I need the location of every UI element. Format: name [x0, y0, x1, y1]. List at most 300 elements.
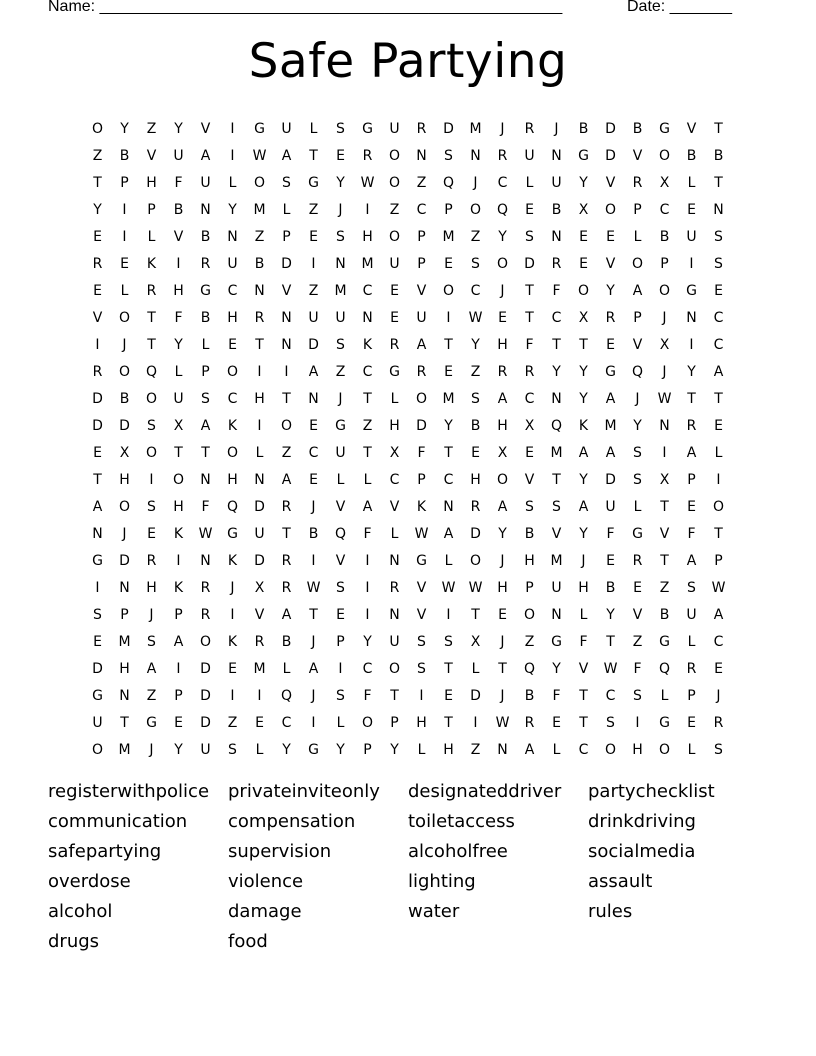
- grid-letter: D: [524, 255, 535, 272]
- grid-letter: S: [444, 633, 453, 650]
- grid-row: [84, 520, 732, 547]
- grid-letter: R: [92, 363, 103, 380]
- grid-letter: E: [714, 417, 723, 434]
- grid-letter: F: [363, 525, 372, 542]
- grid-letter: G: [389, 363, 400, 380]
- grid-letter: Z: [254, 228, 265, 245]
- grid-letter: O: [577, 282, 590, 299]
- grid-letter: G: [200, 282, 211, 299]
- grid-letter: E: [390, 282, 399, 299]
- grid-row: [84, 628, 732, 655]
- grid-letter: H: [146, 174, 157, 191]
- grid-letter: B: [578, 120, 589, 137]
- grid-letter: H: [173, 498, 184, 515]
- grid-letter: K: [578, 417, 589, 434]
- grid-letter: I: [95, 336, 100, 353]
- grid-letter: A: [308, 660, 319, 677]
- grid-letter: L: [579, 606, 588, 623]
- grid-letter: G: [686, 282, 697, 299]
- word-list-item: food: [228, 931, 268, 952]
- grid-letter: Y: [444, 417, 453, 434]
- grid-letter: V: [524, 471, 535, 488]
- grid-letter: U: [524, 147, 535, 164]
- grid-letter: Z: [281, 444, 292, 461]
- grid-letter: R: [470, 498, 481, 515]
- grid-letter: O: [496, 255, 509, 272]
- grid-letter: I: [365, 606, 370, 623]
- grid-letter: C: [551, 309, 562, 326]
- grid-letter: L: [552, 741, 561, 758]
- grid-letter: I: [257, 687, 262, 704]
- grid-letter: O: [91, 120, 104, 137]
- grid-letter: I: [149, 471, 154, 488]
- grid-letter: O: [145, 390, 158, 407]
- grid-letter: V: [200, 120, 211, 137]
- grid-letter: N: [308, 390, 319, 407]
- grid-letter: Z: [227, 714, 238, 731]
- grid-letter: B: [659, 228, 670, 245]
- grid-letter: N: [497, 741, 508, 758]
- grid-letter: P: [660, 255, 669, 272]
- grid-letter: L: [228, 174, 237, 191]
- grid-letter: X: [119, 444, 130, 461]
- grid-letter: N: [551, 606, 562, 623]
- grid-letter: R: [92, 255, 103, 272]
- grid-letter: O: [712, 498, 725, 515]
- grid-letter: E: [93, 282, 102, 299]
- grid-letter: V: [335, 498, 346, 515]
- grid-letter: R: [281, 579, 292, 596]
- grid-letter: O: [253, 174, 266, 191]
- grid-letter: J: [311, 687, 316, 704]
- grid-letter: D: [470, 525, 481, 542]
- grid-letter: E: [714, 282, 723, 299]
- grid-letter: U: [173, 390, 184, 407]
- grid-letter: C: [713, 336, 724, 353]
- grid-letter: K: [173, 525, 184, 542]
- grid-row: [84, 385, 732, 412]
- word-list-item: drinkdriving: [588, 811, 696, 832]
- grid-letter: G: [362, 120, 373, 137]
- grid-letter: A: [578, 498, 589, 515]
- grid-row: [84, 169, 732, 196]
- grid-letter: X: [524, 417, 535, 434]
- grid-letter: I: [365, 201, 370, 218]
- grid-letter: G: [605, 363, 616, 380]
- grid-letter: L: [660, 687, 669, 704]
- grid-letter: Y: [336, 741, 345, 758]
- grid-letter: L: [417, 741, 426, 758]
- grid-letter: N: [389, 552, 400, 569]
- grid-letter: U: [686, 606, 697, 623]
- grid-letter: B: [200, 309, 211, 326]
- grid-letter: G: [416, 552, 427, 569]
- grid-letter: T: [606, 633, 615, 650]
- grid-letter: V: [281, 282, 292, 299]
- grid-letter: H: [497, 336, 508, 353]
- grid-letter: V: [551, 525, 562, 542]
- grid-letter: J: [122, 525, 127, 542]
- grid-letter: Y: [93, 201, 102, 218]
- grid-row: [84, 547, 732, 574]
- grid-letter: D: [470, 687, 481, 704]
- grid-letter: F: [552, 282, 561, 299]
- grid-letter: R: [200, 255, 211, 272]
- grid-letter: P: [687, 687, 696, 704]
- grid-letter: V: [416, 282, 427, 299]
- grid-letter: I: [176, 255, 181, 272]
- grid-letter: G: [92, 552, 103, 569]
- grid-letter: O: [280, 417, 293, 434]
- grid-letter: V: [389, 498, 400, 515]
- grid-letter: T: [525, 309, 534, 326]
- grid-letter: R: [686, 417, 697, 434]
- word-list-item: partychecklist: [588, 781, 715, 802]
- grid-letter: E: [687, 201, 696, 218]
- grid-letter: P: [120, 174, 129, 191]
- grid-letter: P: [336, 633, 345, 650]
- grid-letter: N: [551, 390, 562, 407]
- grid-letter: P: [714, 552, 723, 569]
- grid-letter: Z: [92, 147, 103, 164]
- grid-letter: E: [687, 498, 696, 515]
- word-list-item: toiletaccess: [408, 811, 515, 832]
- grid-letter: T: [201, 444, 210, 461]
- word-list-item: drugs: [48, 931, 100, 952]
- grid-letter: Z: [335, 363, 346, 380]
- grid-letter: J: [716, 687, 721, 704]
- grid-letter: W: [495, 714, 510, 731]
- grid-letter: C: [281, 714, 292, 731]
- grid-letter: W: [198, 525, 213, 542]
- grid-letter: R: [632, 174, 643, 191]
- grid-letter: A: [605, 390, 616, 407]
- grid-letter: N: [92, 525, 103, 542]
- grid-letter: V: [686, 120, 697, 137]
- grid-letter: Q: [280, 687, 293, 704]
- grid-letter: O: [118, 309, 131, 326]
- grid-letter: J: [473, 174, 478, 191]
- grid-letter: Y: [552, 660, 561, 677]
- grid-letter: U: [551, 579, 562, 596]
- grid-letter: T: [282, 525, 291, 542]
- grid-letter: I: [122, 201, 127, 218]
- grid-letter: C: [362, 282, 373, 299]
- grid-letter: G: [659, 120, 670, 137]
- grid-letter: M: [253, 201, 266, 218]
- word-list-item: water: [408, 901, 460, 922]
- grid-letter: E: [444, 687, 453, 704]
- grid-letter: R: [281, 552, 292, 569]
- grid-letter: X: [497, 444, 508, 461]
- grid-letter: S: [201, 390, 210, 407]
- grid-letter: A: [632, 282, 643, 299]
- grid-letter: A: [281, 606, 292, 623]
- grid-letter: P: [363, 741, 372, 758]
- grid-letter: G: [659, 633, 670, 650]
- grid-letter: D: [308, 336, 319, 353]
- grid-letter: T: [579, 336, 588, 353]
- grid-letter: T: [309, 606, 318, 623]
- grid-letter: T: [525, 282, 534, 299]
- grid-letter: N: [551, 228, 562, 245]
- grid-letter: Y: [579, 174, 588, 191]
- grid-letter: M: [253, 660, 266, 677]
- grid-letter: T: [174, 444, 183, 461]
- grid-letter: X: [578, 309, 589, 326]
- grid-letter: W: [306, 579, 321, 596]
- grid-row: [84, 466, 732, 493]
- word-list-item: communication: [48, 811, 188, 832]
- word-list-item: alcohol: [48, 901, 113, 922]
- grid-letter: E: [444, 363, 453, 380]
- grid-letter: C: [443, 471, 454, 488]
- grid-letter: W: [468, 309, 483, 326]
- grid-letter: Y: [228, 201, 237, 218]
- grid-letter: O: [118, 498, 131, 515]
- grid-letter: W: [252, 147, 267, 164]
- grid-letter: H: [173, 282, 184, 299]
- grid-letter: A: [443, 525, 454, 542]
- grid-letter: L: [687, 633, 696, 650]
- grid-letter: O: [199, 633, 212, 650]
- grid-letter: I: [311, 714, 316, 731]
- grid-letter: T: [552, 336, 561, 353]
- grid-row: [84, 331, 732, 358]
- grid-letter: G: [578, 147, 589, 164]
- grid-letter: A: [524, 741, 535, 758]
- grid-letter: V: [632, 336, 643, 353]
- grid-letter: E: [606, 228, 615, 245]
- grid-letter: O: [469, 552, 482, 569]
- grid-letter: F: [363, 687, 372, 704]
- grid-letter: T: [714, 174, 723, 191]
- grid-letter: O: [604, 201, 617, 218]
- grid-row: [84, 277, 732, 304]
- grid-letter: F: [525, 336, 534, 353]
- grid-letter: O: [523, 606, 536, 623]
- word-list: [48, 779, 768, 959]
- grid-letter: S: [336, 579, 345, 596]
- grid-letter: S: [633, 471, 642, 488]
- grid-letter: K: [227, 633, 238, 650]
- grid-letter: Y: [579, 525, 588, 542]
- grid-row: [84, 196, 732, 223]
- grid-letter: I: [419, 687, 424, 704]
- grid-letter: V: [146, 147, 157, 164]
- grid-row: [84, 358, 732, 385]
- grid-letter: X: [254, 579, 265, 596]
- grid-letter: T: [93, 471, 102, 488]
- grid-letter: X: [470, 633, 481, 650]
- grid-letter: R: [605, 309, 616, 326]
- grid-letter: R: [389, 579, 400, 596]
- grid-letter: R: [497, 363, 508, 380]
- grid-letter: V: [416, 606, 427, 623]
- grid-letter: T: [363, 390, 372, 407]
- grid-letter: J: [122, 336, 127, 353]
- grid-letter: T: [390, 687, 399, 704]
- grid-letter: E: [606, 552, 615, 569]
- grid-letter: P: [417, 255, 426, 272]
- grid-letter: Y: [120, 120, 129, 137]
- grid-letter: Y: [498, 228, 507, 245]
- grid-letter: J: [230, 579, 235, 596]
- grid-letter: E: [471, 444, 480, 461]
- grid-letter: T: [444, 660, 453, 677]
- grid-letter: E: [498, 606, 507, 623]
- grid-letter: D: [605, 120, 616, 137]
- grid-letter: U: [389, 255, 400, 272]
- grid-letter: H: [497, 579, 508, 596]
- grid-letter: F: [687, 525, 696, 542]
- grid-letter: B: [173, 201, 184, 218]
- grid-letter: U: [281, 120, 292, 137]
- grid-letter: L: [255, 444, 264, 461]
- grid-letter: F: [633, 660, 642, 677]
- grid-letter: I: [473, 714, 478, 731]
- grid-letter: Y: [579, 363, 588, 380]
- grid-letter: E: [147, 525, 156, 542]
- grid-letter: B: [686, 147, 697, 164]
- grid-letter: Q: [631, 363, 644, 380]
- grid-letter: E: [498, 309, 507, 326]
- grid-letter: C: [227, 390, 238, 407]
- grid-letter: S: [633, 687, 642, 704]
- grid-letter: W: [603, 660, 618, 677]
- grid-letter: R: [146, 552, 157, 569]
- grid-letter: E: [174, 714, 183, 731]
- grid-letter: Q: [442, 174, 455, 191]
- grid-letter: Q: [496, 201, 509, 218]
- grid-letter: I: [257, 417, 262, 434]
- grid-letter: O: [658, 741, 671, 758]
- grid-letter: C: [362, 363, 373, 380]
- grid-letter: I: [689, 336, 694, 353]
- grid-letter: L: [282, 660, 291, 677]
- grid-letter: Z: [524, 633, 535, 650]
- grid-letter: O: [415, 390, 428, 407]
- grid-letter: Q: [523, 660, 536, 677]
- grid-letter: L: [525, 174, 534, 191]
- grid-letter: T: [660, 498, 669, 515]
- grid-letter: X: [173, 417, 184, 434]
- grid-letter: O: [226, 363, 239, 380]
- grid-letter: T: [471, 606, 480, 623]
- grid-letter: P: [417, 471, 426, 488]
- grid-letter: U: [227, 255, 238, 272]
- grid-letter: S: [228, 741, 237, 758]
- grid-letter: H: [227, 309, 238, 326]
- grid-letter: G: [308, 741, 319, 758]
- grid-letter: N: [470, 147, 481, 164]
- grid-letter: S: [417, 660, 426, 677]
- grid-letter: N: [119, 687, 130, 704]
- grid-letter: H: [362, 228, 373, 245]
- grid-letter: S: [687, 579, 696, 596]
- grid-letter: E: [309, 417, 318, 434]
- grid-letter: A: [686, 552, 697, 569]
- grid-letter: N: [254, 471, 265, 488]
- grid-letter: Y: [471, 336, 480, 353]
- grid-letter: C: [308, 444, 319, 461]
- grid-letter: X: [659, 471, 670, 488]
- grid-letter: P: [174, 687, 183, 704]
- grid-letter: D: [605, 147, 616, 164]
- grid-letter: E: [552, 714, 561, 731]
- grid-letter: O: [118, 363, 131, 380]
- grid-letter: I: [284, 363, 289, 380]
- grid-letter: N: [200, 201, 211, 218]
- grid-letter: S: [552, 498, 561, 515]
- grid-letter: C: [713, 309, 724, 326]
- grid-letter: J: [554, 120, 559, 137]
- grid-letter: V: [659, 525, 670, 542]
- grid-letter: S: [336, 120, 345, 137]
- grid-letter: S: [714, 741, 723, 758]
- grid-letter: N: [416, 147, 427, 164]
- grid-letter: Y: [579, 471, 588, 488]
- grid-letter: L: [687, 741, 696, 758]
- grid-letter: I: [662, 444, 667, 461]
- word-list-item: overdose: [48, 871, 131, 892]
- grid-letter: S: [93, 606, 102, 623]
- grid-letter: Z: [470, 363, 481, 380]
- grid-letter: R: [524, 363, 535, 380]
- grid-letter: S: [417, 633, 426, 650]
- grid-letter: E: [444, 255, 453, 272]
- grid-letter: U: [335, 309, 346, 326]
- grid-letter: S: [714, 255, 723, 272]
- grid-row: [84, 142, 732, 169]
- grid-letter: P: [174, 606, 183, 623]
- grid-letter: O: [172, 471, 185, 488]
- grid-letter: V: [632, 606, 643, 623]
- grid-letter: L: [444, 552, 453, 569]
- grid-letter: N: [254, 282, 265, 299]
- grid-letter: M: [334, 282, 347, 299]
- grid-letter: L: [282, 201, 291, 218]
- grid-letter: G: [335, 417, 346, 434]
- grid-letter: L: [255, 741, 264, 758]
- grid-letter: B: [200, 228, 211, 245]
- grid-letter: H: [524, 552, 535, 569]
- grid-letter: Q: [658, 660, 671, 677]
- word-list-item: registerwithpolice: [48, 781, 210, 802]
- grid-letter: P: [390, 714, 399, 731]
- grid-letter: C: [605, 687, 616, 704]
- grid-letter: E: [714, 660, 723, 677]
- grid-letter: J: [149, 606, 154, 623]
- grid-letter: S: [525, 228, 534, 245]
- grid-letter: Q: [145, 363, 158, 380]
- grid-letter: I: [230, 120, 235, 137]
- grid-letter: U: [605, 498, 616, 515]
- grid-letter: I: [176, 552, 181, 569]
- grid-letter: H: [227, 471, 238, 488]
- grid-letter: T: [687, 390, 696, 407]
- grid-letter: U: [200, 174, 211, 191]
- grid-letter: U: [389, 120, 400, 137]
- grid-letter: E: [390, 309, 399, 326]
- grid-letter: L: [390, 525, 399, 542]
- grid-letter: R: [389, 336, 400, 353]
- grid-letter: U: [551, 174, 562, 191]
- grid-letter: Y: [687, 363, 696, 380]
- grid-letter: A: [281, 147, 292, 164]
- grid-letter: N: [200, 471, 211, 488]
- grid-row: [84, 223, 732, 250]
